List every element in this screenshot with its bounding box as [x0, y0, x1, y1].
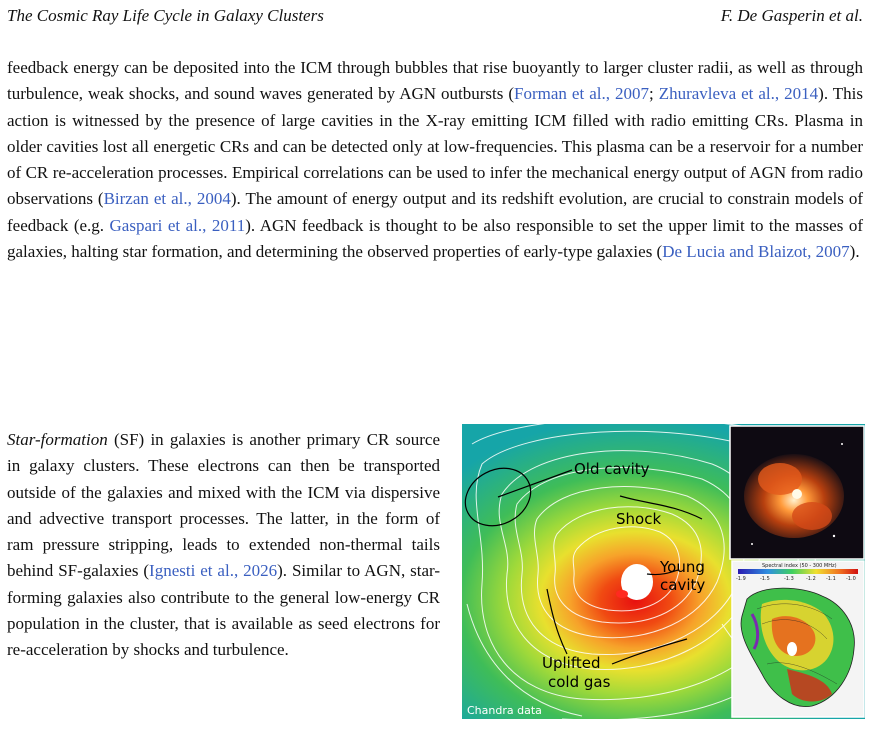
inset-optical-galaxy — [730, 426, 864, 559]
text-span: ). — [849, 242, 860, 262]
citation-ignesti-2026[interactable]: Ignesti et al., 2026 — [149, 561, 278, 581]
paragraph-star-formation — [7, 427, 440, 664]
cluster-figure — [462, 424, 865, 719]
agn-core — [616, 590, 628, 598]
text-span: ). The amount of energy output and its redshift evolution, are crucial to constrain models of feedback (e.g. — [7, 189, 863, 235]
inset-spectral-index-map — [732, 561, 864, 717]
citation-gaspari-2011[interactable]: Gaspari et al., 2011 — [109, 215, 246, 235]
citation-delucia-2007[interactable]: De Lucia and Blaizot, 2007 — [662, 242, 850, 262]
citation-birzan-2004[interactable]: Birzan et al., 2004 — [103, 189, 231, 209]
text-span: ). This action is witnessed by the presence of large cavities in the X-ray emitting ICM filled with radio emitting CRs. Plasma in older cavities lost all energetic CRs and can be detected only at low-frequencies. This plasma can be a reservoir for a number of CR re-acceleration processes. Empirical correlations can be used to infer the mechanical energy output of AGN from radio observations ( — [7, 84, 863, 209]
label-old-cavity: Old cavity — [574, 460, 650, 478]
term-star-formation: Star-formation — [7, 430, 108, 449]
text-span: ; — [648, 84, 659, 104]
label-uplifted-1: Uplifted — [542, 654, 601, 672]
text-span: (SF) in galaxies is another primary CR source in galaxy clusters. These electrons can then be transported outside of the galaxies and mixed with the ICM via dispersive and advective transport processes. The latter, in the form of ram pressure stripping, leads to extended non-thermal tails behind SF-galaxies ( — [7, 430, 440, 581]
running-title: The Cosmic Ray Life Cycle in Galaxy Clusters — [7, 6, 324, 25]
label-uplifted-2: cold gas — [548, 673, 611, 691]
inset-tick-5: -1.0 — [846, 576, 856, 582]
citation-zhuravleva-2014[interactable]: Zhuravleva et al., 2014 — [658, 84, 819, 104]
running-header — [7, 6, 863, 28]
inset-tick-2: -1.3 — [784, 576, 794, 582]
inset-tick-3: -1.2 — [806, 576, 816, 582]
inset-tick-1: -1.5 — [760, 576, 770, 582]
inset-title: Spectral index (50 - 300 MHz) — [762, 563, 837, 569]
label-young-cavity-2: cavity — [660, 576, 706, 594]
paragraph-agn-feedback — [7, 55, 863, 265]
inset-tick-4: -1.1 — [826, 576, 836, 582]
text-span: feedback energy can be deposited into the ICM through bubbles that rise buoyantly to larger cluster radii, as well as through turbulence, weak shocks, and sound waves generated by AGN outbursts ( — [7, 58, 863, 104]
spectral-colorbar — [738, 569, 858, 574]
citation-forman-2007[interactable]: Forman et al., 2007 — [514, 84, 649, 104]
inset-tick-0: -1.9 — [736, 576, 746, 582]
text-span: ). Similar to AGN, star-forming galaxies also contribute to the general low-energy CR population in the cluster, that is available as seed electrons for re-acceleration by shocks and turbulence. — [7, 561, 441, 660]
label-shock: Shock — [616, 510, 662, 528]
label-chandra-credit: Chandra data — [467, 704, 542, 717]
label-young-cavity-1: Young — [660, 558, 705, 576]
text-span: ). AGN feedback is thought to be also responsible to set the upper limit to the masses of galaxies, halting star formation, and determining the observed properties of early-type galaxies ( — [7, 215, 863, 262]
running-authors: F. De Gasperin et al. — [720, 6, 863, 25]
cluster-xray-image — [462, 424, 865, 719]
